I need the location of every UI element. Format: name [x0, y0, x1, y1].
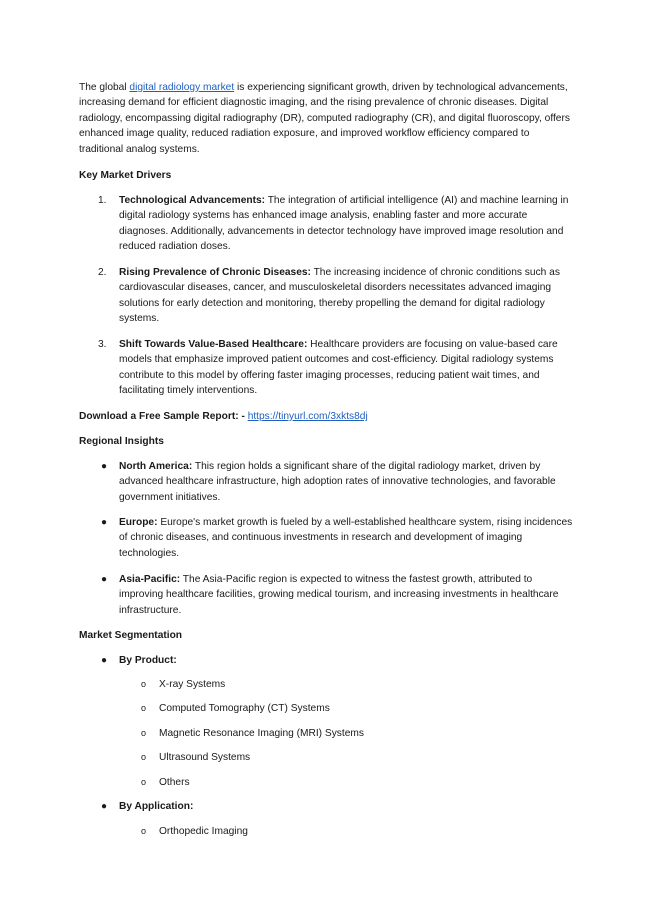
- sub-bullet-icon: o: [141, 679, 147, 689]
- product-label: Computed Tomography (CT) Systems: [159, 703, 330, 714]
- bullet-icon: ●: [101, 461, 108, 472]
- download-sample-line: [79, 409, 575, 424]
- intro-paragraph: [79, 80, 575, 157]
- segment-label: [119, 799, 575, 814]
- driver-text: [119, 265, 575, 327]
- bullet-icon: ●: [101, 574, 108, 585]
- bullet-icon: ●: [101, 801, 108, 812]
- intro-text-rest: is experiencing significant growth, driven by technological advancements, increasing demand for efficient diagnostic imaging, and the rising prevalence of chronic diseases. Digital radiology, encompassing digital radiography (DR), computed radiography (CR), and digital fluoroscopy, offers enhanced image quality, reduced radiation exposure, and improved workflow efficiency compared to traditional analog systems.: [79, 82, 570, 155]
- region-description: Europe's market growth is fueled by a well-established healthcare system, rising incidences of chronic diseases, and continuous investments in research and development of imaging technologies.: [119, 517, 573, 559]
- driver-description: The integration of artificial intelligence (AI) and machine learning in digital radiology systems has enhanced image analysis, enabling faster and more accurate diagnoses. Additionally, advancements in detector technology have improved image resolution and reduced radiation doses.: [119, 195, 569, 253]
- download-label: Download a Free Sample Report: -: [79, 411, 248, 422]
- sub-bullet-icon: o: [141, 777, 147, 787]
- bullet-icon: ●: [101, 655, 108, 666]
- driver-text: [119, 337, 575, 399]
- list-number: 1.: [98, 195, 107, 206]
- market-segmentation-heading: Market Segmentation: [79, 630, 183, 641]
- driver-description: The increasing incidence of chronic conditions such as cardiovascular diseases, cancer, and musculoskeletal disorders necessitates advanced imaging solutions for early detection and monitoring, thereby propelling the demand for digital radiology systems.: [119, 267, 560, 325]
- region-title: North America:: [119, 461, 193, 472]
- region-title: Asia-Pacific:: [119, 574, 181, 585]
- driver-description: Healthcare providers are focusing on value-based care models that emphasize improved patient outcomes and cost-efficiency. Digital radiology systems contribute to this model by offering faster imaging processes, reducing patient wait times, and facilitating timely interventions.: [119, 339, 558, 397]
- list-number: 3.: [98, 339, 107, 350]
- list-number: 2.: [98, 267, 107, 278]
- region-title: Europe:: [119, 517, 158, 528]
- product-label: Ultrasound Systems: [159, 752, 251, 763]
- driver-title: Rising Prevalence of Chronic Diseases:: [119, 267, 311, 278]
- sample-report-link[interactable]: https://tinyurl.com/3xkts8dj: [247, 411, 368, 422]
- product-label: Magnetic Resonance Imaging (MRI) Systems: [159, 728, 364, 739]
- digital-radiology-market-link[interactable]: digital radiology market: [129, 82, 235, 93]
- region-description: The Asia-Pacific region is expected to witness the fastest growth, attributed to improving healthcare facilities, growing medical tourism, and increasing investments in healthcare infrastructure.: [119, 574, 559, 616]
- sub-bullet-icon: o: [141, 703, 147, 713]
- product-label: X-ray Systems: [159, 679, 226, 690]
- driver-title: Shift Towards Value-Based Healthcare:: [119, 339, 308, 350]
- segment-label-text: By Application:: [119, 801, 194, 812]
- application-label: Orthopedic Imaging: [159, 826, 248, 837]
- regional-insights-heading: Regional Insights: [79, 436, 164, 447]
- segment-label: [119, 653, 575, 668]
- sub-bullet-icon: o: [141, 826, 147, 836]
- segment-label-text: By Product:: [119, 655, 177, 666]
- sub-bullet-icon: o: [141, 752, 147, 762]
- region-description: This region holds a significant share of the digital radiology market, driven by advanced healthcare infrastructure, high adoption rates of innovative technologies, and favorable government initiatives.: [119, 461, 556, 503]
- driver-text: [119, 193, 575, 255]
- bullet-icon: ●: [101, 517, 108, 528]
- driver-title: Technological Advancements:: [119, 195, 266, 206]
- product-label: Others: [159, 777, 190, 788]
- intro-text-start: The global: [79, 82, 130, 93]
- region-text: [119, 572, 575, 618]
- sub-bullet-icon: o: [141, 728, 147, 738]
- region-text: [119, 459, 575, 505]
- region-text: [119, 515, 575, 561]
- key-market-drivers-heading: Key Market Drivers: [79, 170, 172, 181]
